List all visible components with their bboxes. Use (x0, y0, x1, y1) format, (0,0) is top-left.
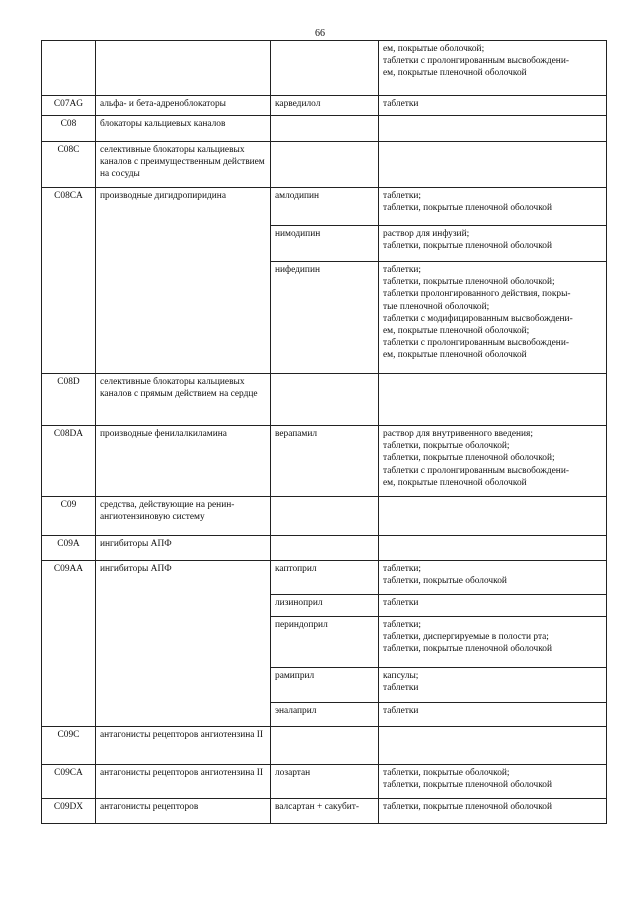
forms-cell (379, 497, 607, 536)
form-line: таблетки, покрытые оболочкой; (383, 768, 510, 778)
atc-code-cell: C07AG (42, 96, 96, 116)
forms-cell (379, 142, 607, 188)
table-row (42, 561, 607, 595)
page-number: 66 (315, 28, 325, 39)
drug-cell (271, 497, 379, 536)
drug-cell: рамиприл (271, 668, 379, 703)
form-line: таблетки, покрытые пленочной оболочкой (383, 644, 552, 655)
form-line: таблетки, покрытые пленочной оболочкой (383, 780, 552, 791)
forms-cell (379, 116, 607, 142)
atc-code-cell: C08D (42, 374, 96, 426)
table-row (42, 497, 607, 536)
form-line: ем, покрытые пленочной оболочкой (383, 68, 527, 79)
drug-cell: лизиноприл (271, 595, 379, 617)
drug-cell: карведилол (271, 96, 379, 116)
atc-code-cell: C09AA (42, 561, 96, 727)
forms-cell (379, 41, 607, 96)
form-line: таблетки, покрытые пленочной оболочкой; (383, 453, 555, 464)
group-cell: средства, действующие на ренин-ангиотензиновую систему (96, 497, 271, 536)
drug-cell (271, 536, 379, 561)
atc-code-cell: C09DX (42, 799, 96, 824)
forms-cell (379, 703, 607, 727)
form-line: раствор для инфузий; (383, 229, 470, 239)
atc-code-cell: C09C (42, 727, 96, 765)
group-cell: селективные блокаторы кальциевых каналов с преимущественным действием на сосуды (96, 142, 271, 188)
atc-code-cell (42, 41, 96, 96)
drug-cell: эналаприл (271, 703, 379, 727)
drug-cell (271, 142, 379, 188)
table-row (42, 426, 607, 497)
form-line: таблетки; (383, 564, 422, 574)
form-line: таблетки; (383, 265, 422, 275)
form-line: таблетки с пролонгированным высвобождени- (383, 56, 569, 67)
group-cell: антагонисты рецепторов ангиотензина II (96, 727, 271, 765)
table-row (42, 765, 607, 799)
forms-cell (379, 799, 607, 824)
forms-cell (379, 727, 607, 765)
forms-cell (379, 96, 607, 116)
form-line: таблетки (383, 598, 419, 608)
form-line: таблетки, диспергируемые в полости рта; (383, 632, 549, 643)
form-line: капсулы; (383, 671, 419, 681)
atc-code-cell: C08DA (42, 426, 96, 497)
group-cell (96, 41, 271, 96)
forms-cell (379, 374, 607, 426)
form-line: ем, покрытые пленочной оболочкой (383, 477, 527, 488)
group-cell: селективные блокаторы кальциевых каналов с прямым действием на сердце (96, 374, 271, 426)
forms-cell (379, 595, 607, 617)
forms-cell (379, 765, 607, 799)
form-line: таблетки с пролонгированным высвобождени- (383, 338, 569, 349)
group-cell: антагонисты рецепторов (96, 799, 271, 824)
form-line: таблетки (383, 706, 419, 716)
group-cell: альфа- и бета-адреноблокаторы (96, 96, 271, 116)
atc-code-cell: C09A (42, 536, 96, 561)
table-row (42, 799, 607, 824)
form-line: таблетки; (383, 620, 422, 630)
drug-cell (271, 727, 379, 765)
form-line: таблетки пролонгированного действия, покры- (383, 289, 571, 300)
table-row (42, 96, 607, 116)
forms-cell (379, 561, 607, 595)
table-row (42, 41, 607, 96)
drug-cell: верапамил (271, 426, 379, 497)
group-cell: производные фенилалкиламина (96, 426, 271, 497)
table-row (42, 374, 607, 426)
form-line: таблетки, покрытые оболочкой; (383, 441, 510, 452)
form-line: раствор для внутривенного введения; (383, 429, 533, 439)
table-row (42, 188, 607, 226)
drug-cell: нифедипин (271, 262, 379, 374)
form-line: ем, покрытые пленочной оболочкой; (383, 326, 530, 337)
drug-cell: периндоприл (271, 617, 379, 668)
form-line: тые пленочной оболочкой; (383, 301, 490, 312)
drug-cell (271, 374, 379, 426)
form-line: таблетки; (383, 191, 422, 201)
form-line: таблетки, покрытые пленочной оболочкой (383, 241, 552, 252)
forms-cell (379, 426, 607, 497)
table-row (42, 142, 607, 188)
form-line: таблетки, покрытые оболочкой (383, 576, 507, 587)
forms-cell (379, 617, 607, 668)
drug-cell: лозартан (271, 765, 379, 799)
group-cell: блокаторы кальциевых каналов (96, 116, 271, 142)
group-cell: производные дигидропиридина (96, 188, 271, 374)
form-line: таблетки, покрытые пленочной оболочкой; (383, 277, 555, 288)
form-line: таблетки, покрытые пленочной оболочкой (383, 802, 552, 812)
drug-cell: каптоприл (271, 561, 379, 595)
drug-table (41, 40, 607, 824)
atc-code-cell: C09 (42, 497, 96, 536)
forms-cell (379, 226, 607, 262)
form-line: ем, покрытые пленочной оболочкой (383, 350, 527, 361)
table-row (42, 536, 607, 561)
drug-cell: нимодипин (271, 226, 379, 262)
form-line: таблетки с пролонгированным высвобождени- (383, 465, 569, 476)
atc-code-cell: C08 (42, 116, 96, 142)
forms-cell (379, 188, 607, 226)
group-cell: ингибиторы АПФ (96, 536, 271, 561)
atc-code-cell: C08CA (42, 188, 96, 374)
form-line: ем, покрытые оболочкой; (383, 44, 485, 54)
drug-cell: амлодипин (271, 188, 379, 226)
drug-cell (271, 41, 379, 96)
table-row (42, 116, 607, 142)
drug-cell (271, 116, 379, 142)
forms-cell (379, 262, 607, 374)
forms-cell (379, 668, 607, 703)
forms-cell (379, 536, 607, 561)
form-line: таблетки с модифицированным высвобождени- (383, 313, 573, 324)
form-line: таблетки (383, 683, 419, 694)
group-cell: антагонисты рецепторов ангиотензина II (96, 765, 271, 799)
form-line: таблетки, покрытые пленочной оболочкой (383, 203, 552, 214)
drug-cell: валсартан + сакубит- (271, 799, 379, 824)
table-row (42, 727, 607, 765)
atc-code-cell: C09CA (42, 765, 96, 799)
form-line: таблетки (383, 99, 419, 109)
group-cell: ингибиторы АПФ (96, 561, 271, 727)
atc-code-cell: C08C (42, 142, 96, 188)
